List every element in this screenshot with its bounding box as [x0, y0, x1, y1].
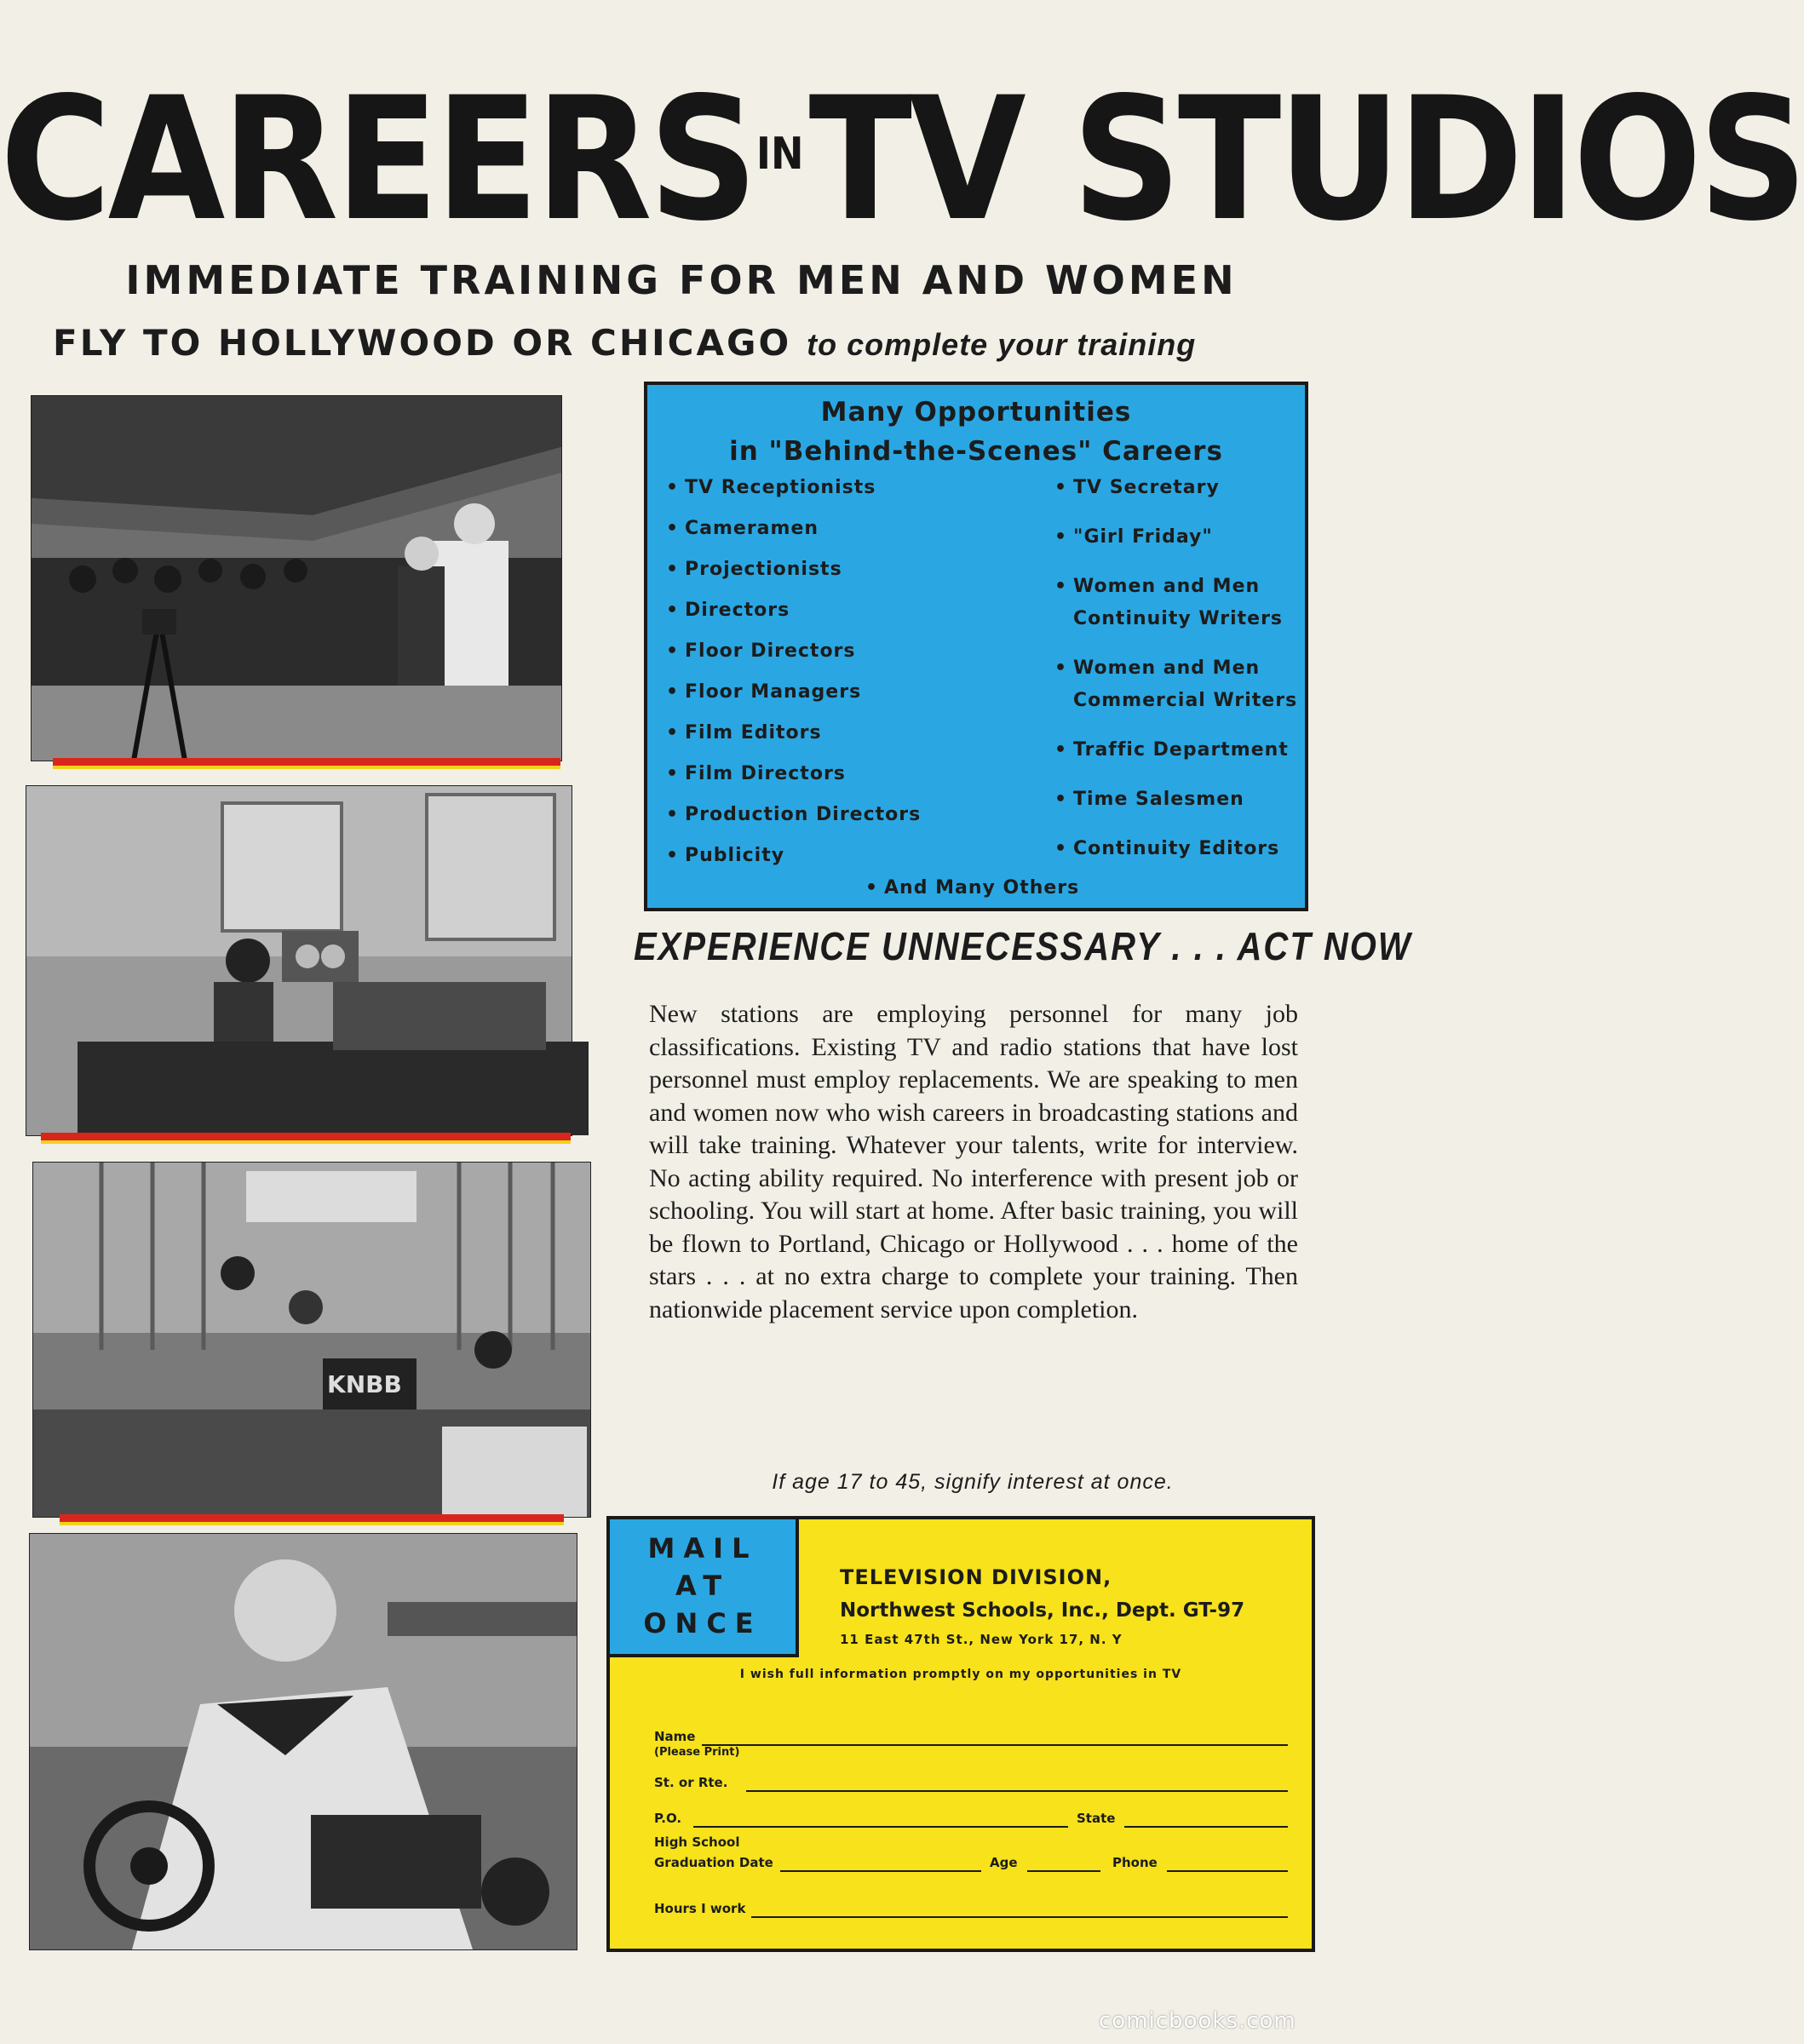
coupon-wish-line: I wish full information promptly on my opportunities in TV [739, 1668, 1182, 1681]
job-label: And Many Others [884, 877, 1080, 899]
po-label: P.O. [654, 1811, 682, 1826]
job-label: TV Secretary [1073, 477, 1220, 498]
job-label: Floor Managers [685, 681, 862, 703]
headline-tv-studios: TV STUDIOS [808, 60, 1804, 259]
graduation-field[interactable] [780, 1870, 981, 1872]
please-print-label: (Please Print) [654, 1746, 740, 1759]
job-item [666, 840, 921, 872]
watermark: comicbooks.com [1099, 2008, 1296, 2034]
coupon-division: TELEVISION DIVISION, [840, 1565, 1112, 1589]
coupon-company: Northwest Schools, Inc., Dept. GT-97 [840, 1599, 1245, 1622]
once-word: ONCE [643, 1607, 762, 1639]
job-label: Cameramen [685, 518, 819, 539]
job-label: Women and Men [1073, 657, 1261, 679]
opportunities-title-line-2: in "Behind-the-Scenes" Careers [729, 436, 1223, 467]
bullet: • [666, 559, 680, 580]
bullet: • [666, 477, 680, 498]
bullet: • [666, 763, 680, 784]
photo-divider-stripe-2 [41, 1133, 571, 1144]
fly-line-tail: to complete your training [807, 327, 1197, 362]
headline-in: IN [755, 127, 804, 180]
job-item [666, 676, 921, 709]
bullet: • [1054, 739, 1068, 761]
job-item [1054, 521, 1297, 554]
headline [0, 60, 1804, 259]
bullet: • [666, 640, 680, 662]
job-item [666, 513, 921, 545]
po-field[interactable] [693, 1826, 1068, 1828]
job-item-others [865, 872, 1079, 904]
mail-at-once-box [606, 1516, 799, 1657]
photo-control-room [26, 785, 572, 1136]
fly-line-main: FLY TO HOLLYWOOD OR CHICAGO [53, 322, 792, 364]
job-item [666, 635, 921, 668]
job-label: Continuity Editors [1073, 838, 1280, 859]
photo-studio-set [32, 1162, 591, 1518]
state-field[interactable] [1124, 1826, 1288, 1828]
bullet: • [1054, 477, 1068, 498]
job-item [1054, 472, 1297, 504]
job-label: Women and Men [1073, 576, 1261, 597]
job-item [1054, 784, 1297, 816]
age-line: If age 17 to 45, signify interest at once. [772, 1470, 1174, 1494]
bullet: • [666, 681, 680, 703]
subheadline: IMMEDIATE TRAINING FOR MEN AND WOMEN [125, 257, 1238, 303]
bullet: • [666, 804, 680, 825]
opportunities-left-column [666, 472, 921, 872]
opportunities-box [644, 382, 1308, 911]
job-label: Directors [685, 600, 790, 621]
job-label-continued: Continuity Writers [1073, 608, 1284, 629]
job-label: Publicity [685, 845, 785, 866]
phone-field[interactable] [1167, 1870, 1288, 1872]
job-label: Film Editors [685, 722, 822, 744]
job-label: TV Receptionists [685, 477, 876, 498]
job-item [666, 472, 921, 504]
name-label: Name [654, 1729, 696, 1744]
bullet: • [1054, 526, 1068, 548]
age-label: Age [990, 1855, 1018, 1870]
bullet: • [1054, 789, 1068, 810]
body-copy: New stations are employing personnel for many job classifications. Existing TV and radio stations that have lost personnel must employ replacements. We are speaking to men and women now who wish careers in broadcasting stations and will take training. Whatever your talents, write for interview. No acting ability required. No interference with present job or schooling. You will start at home. After basic training, you will be flown to Portland, Chicago or Hollywood . . . home of the stars . . . at no extra charge to complete your training. Then nationwide placement service upon completion. [649, 1000, 1298, 1323]
mail-word: MAIL [647, 1532, 758, 1565]
hours-label: Hours I work [654, 1901, 746, 1916]
fly-line [53, 322, 1330, 364]
age-field[interactable] [1027, 1870, 1100, 1872]
job-item [1054, 833, 1297, 865]
job-item [666, 717, 921, 749]
state-label: State [1077, 1811, 1116, 1826]
bullet: • [666, 845, 680, 866]
bullet: • [666, 518, 680, 539]
bullet: • [666, 722, 680, 744]
job-item [666, 554, 921, 586]
job-label: Time Salesmen [1073, 789, 1244, 810]
opportunities-right-column [1054, 472, 1297, 865]
coupon-address: 11 East 47th St., New York 17, N. Y [840, 1632, 1123, 1647]
photo-crowd-studio [31, 395, 562, 761]
job-item [1054, 734, 1297, 766]
bullet: • [865, 877, 879, 899]
job-label: Production Directors [685, 804, 922, 825]
experience-heading: EXPERIENCE UNNECESSARY . . . ACT NOW [634, 925, 1412, 969]
bullet: • [666, 600, 680, 621]
graduation-label: Graduation Date [654, 1855, 773, 1870]
bullet: • [1054, 576, 1068, 597]
mail-coupon [606, 1516, 1315, 1952]
photo-projectionist [29, 1533, 577, 1950]
headline-careers: CAREERS [0, 60, 755, 259]
bullet: • [1054, 657, 1068, 679]
job-item [666, 758, 921, 790]
phone-label: Phone [1112, 1855, 1158, 1870]
job-label: Projectionists [685, 559, 842, 580]
job-label: Film Directors [685, 763, 846, 784]
photo-divider-stripe-1 [53, 758, 560, 769]
bullet: • [1054, 838, 1068, 859]
opportunities-title-line-1: Many Opportunities [820, 397, 1132, 428]
job-label-continued: Commercial Writers [1073, 690, 1298, 711]
job-item [666, 594, 921, 627]
job-label: Traffic Department [1073, 739, 1289, 761]
photo-divider-stripe-3 [60, 1514, 564, 1525]
job-item [1054, 652, 1297, 717]
job-item [1054, 571, 1297, 635]
job-label: Floor Directors [685, 640, 856, 662]
camera-sign-knbb: KNBB [327, 1370, 402, 1398]
hours-field[interactable] [751, 1916, 1288, 1918]
name-field[interactable] [702, 1744, 1288, 1746]
job-item [666, 799, 921, 831]
at-word: AT [675, 1570, 731, 1602]
high-school-label: High School [654, 1834, 740, 1850]
street-field[interactable] [746, 1790, 1288, 1792]
street-label: St. or Rte. [654, 1775, 728, 1790]
job-label: "Girl Friday" [1073, 526, 1213, 548]
